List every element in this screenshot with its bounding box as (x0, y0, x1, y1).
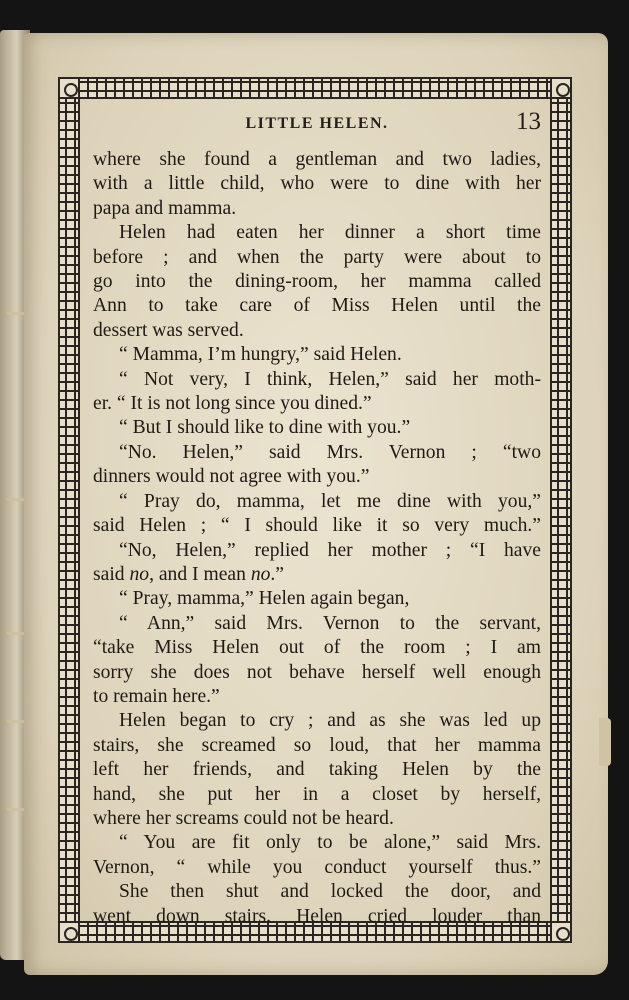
page-header (93, 108, 541, 139)
text-line: “ Ann,” said Mrs. Vernon to the servant, (119, 612, 541, 634)
page-number: 13 (516, 108, 541, 135)
text-line: “ Pray do, mamma, let me dine with you,” (119, 490, 541, 512)
text-line: dinners would not agree with you.” (93, 466, 370, 488)
corner-ornament (58, 921, 80, 943)
text-line: stairs, she screamed so loud, that her mamma (93, 734, 541, 756)
text-line: said no, and I mean no.” (93, 563, 285, 585)
text-line: with a little child, who were to dine with her (93, 173, 541, 195)
text-line: er. “ It is not long since you dined.” (93, 393, 372, 415)
text-line: left her friends, and taking Helen by the (93, 759, 541, 781)
text-line: where her screams could not be heard. (93, 807, 394, 829)
text-line: “ Mamma, I’m hungry,” said Helen. (119, 344, 402, 366)
emphasis: no (129, 563, 150, 585)
text-line: went down stairs. Helen cried louder than (93, 905, 541, 927)
text-line: Ann to take care of Miss Helen until the (93, 295, 541, 317)
border-right (550, 77, 572, 943)
corner-ornament (550, 921, 572, 943)
text-line: “No, Helen,” replied her mother ; “I have (119, 539, 541, 561)
text-line: She then shut and locked the door, and (119, 881, 541, 903)
text-line: where she found a gentleman and two ladies, (93, 149, 541, 170)
corner-ornament (550, 77, 572, 99)
text-line: before ; and when the party were about to (93, 246, 541, 268)
body-text (93, 148, 541, 929)
text-line: Vernon, “ while you conduct yourself thus.” (93, 856, 541, 878)
text-line: Helen began to cry ; and as she was led up (119, 710, 541, 732)
text-line: “ You are fit only to be alone,” said Mrs. (119, 832, 541, 854)
text-line: to remain here.” (93, 685, 220, 707)
text-line: “take Miss Helen out of the room ; I am (93, 637, 541, 659)
text-line: dessert was served. (93, 319, 244, 341)
running-head: LITTLE HELEN. (245, 115, 389, 132)
text-line: Helen had eaten her dinner a short time (119, 222, 541, 244)
text-line: “ But I should like to dine with you.” (119, 417, 411, 439)
text-line: go into the dining-room, her mamma called (93, 271, 541, 293)
text-line: “ Pray, mamma,” Helen again began, (119, 588, 410, 610)
text-line: hand, she put her in a closet by herself, (93, 783, 541, 805)
corner-ornament (58, 77, 80, 99)
text-line: said Helen ; “ I should like it so very much.” (93, 515, 541, 537)
text-line: “No. Helen,” said Mrs. Vernon ; “two (119, 441, 541, 463)
text-line: papa and mamma. (93, 197, 237, 219)
border-top (58, 77, 572, 99)
text-line: “ Not very, I think, Helen,” said her moth- (119, 368, 541, 390)
border-left (58, 77, 80, 943)
emphasis: no (250, 563, 271, 585)
page-tab (599, 718, 611, 766)
text-line: sorry she does not behave herself well enough (93, 661, 541, 683)
